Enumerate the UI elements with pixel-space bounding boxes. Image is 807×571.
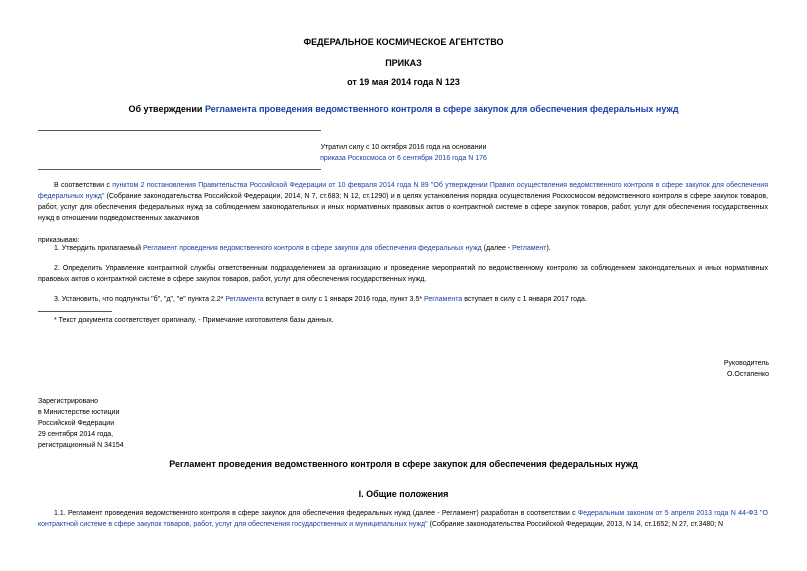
item-link[interactable]: Регламента — [424, 296, 463, 303]
document-title — [0, 104, 807, 114]
preamble-link[interactable]: пунктом 2 постановления Правительства Российской Федерации от 10 февраля 2014 года N 89 "Об утверждении Правил осуществления ведомственного контроля в сфере закупок для обеспечения федеральных нужд" — [38, 182, 769, 200]
registration-line: в Министерстве юстиции — [38, 409, 120, 416]
item-3 — [54, 294, 768, 305]
regulation-paragraph — [38, 508, 768, 530]
status-line: Утратил силу с 10 октября 2016 года на основании — [320, 144, 487, 151]
signature — [500, 358, 769, 380]
registration-line: регистрационный N 34154 — [38, 442, 124, 449]
document-type: ПРИКАЗ — [385, 58, 422, 68]
paragraph-text: (Собрание законодательства Российской Федерации, 2013, N 14, ст.1652; N 27, ст.3480; N — [427, 521, 724, 528]
item-link[interactable]: Регламент — [512, 245, 547, 252]
title-link[interactable]: Регламента проведения ведомственного контроля в сфере закупок для обеспечения федеральных нужд — [204, 104, 679, 114]
item-link[interactable]: Регламента — [225, 296, 264, 303]
order-word: приказываю: — [38, 237, 80, 244]
item-text: (далее - — [481, 245, 513, 252]
preamble-text: (Собрание законодательства Российской Федерации, 2014, N 7, ст.683; N 12, ст.1290) и в целях установления порядка осуществления Роскосмосом ведомственного контроля в сфере закупок товаров, работ, услуг для обеспечения федеральных нужд за соблюдением законодательных и иных нормативных правовых актов о контрактной системе в сфере закупок товаров, работ, услуг для обеспечения государственных нужд в отношении подведомственных заказчиков — [38, 193, 768, 222]
registration-line: Зарегистрировано — [38, 398, 98, 405]
preamble-text: В соответствии с — [54, 182, 113, 189]
divider — [38, 130, 321, 131]
item-2: 2. Определить Управление контрактной службы ответственным подразделением за организацию и проведение мероприятий по ведомственному контролю за соблюдением законодательных и иных нормативных правовых актов о контрактной системе в сфере закупок товаров, работ, услуг для обеспечения государственных нужд. — [38, 265, 768, 283]
registration-line: 29 сентября 2014 года, — [38, 431, 114, 438]
registration-line: Российской Федерации — [38, 420, 115, 427]
item-1 — [54, 243, 768, 254]
regulation-title: Регламент проведения ведомственного контроля в сфере закупок для обеспечения федеральных нужд — [169, 459, 638, 469]
law-link[interactable]: Федеральным законом от 5 апреля 2013 года N 44-ФЗ "О контрактной системе в сфере закупок товаров, работ, услуг для обеспечения государственных и муниципальных нужд" — [38, 510, 768, 528]
item-text: 3. Установить, что подпункты "б", "д", "е" пункта 2.2* — [54, 296, 226, 303]
status-link[interactable]: приказа Роскосмоса от 6 сентября 2016 года N 176 — [320, 155, 487, 162]
item-text: вступает в силу с 1 января 2017 года. — [462, 296, 587, 303]
title-prefix: Об утверждении — [128, 104, 205, 114]
item-text: ). — [546, 245, 551, 252]
divider — [38, 169, 321, 170]
footnote-divider — [38, 311, 112, 312]
footnote: * Текст документа соответствует оригиналу. - Примечание изготовителя базы данных. — [54, 317, 334, 324]
item-text: вступает в силу с 1 января 2016 года, пункт 3.5* — [263, 296, 425, 303]
section-heading: I. Общие положения — [358, 489, 449, 499]
preamble-paragraph — [38, 180, 768, 224]
signer-role: Руководитель — [723, 360, 769, 367]
document-date: от 19 мая 2014 года N 123 — [347, 77, 460, 87]
registration-block — [38, 396, 124, 451]
agency-name: ФЕДЕРАЛЬНОЕ КОСМИЧЕСКОЕ АГЕНТСТВО — [303, 37, 504, 47]
status-note — [0, 142, 807, 164]
paragraph-text: 1.1. Регламент проведения ведомственного контроля в сфере закупок для обеспечения федеральных нужд (далее - Регламент) разработан в соответствии с — [54, 510, 578, 517]
item-link[interactable]: Регламент проведения ведомственного контроля в сфере закупок для обеспечения федеральных нужд — [142, 245, 482, 252]
signer-name: О.Остапенко — [727, 371, 769, 378]
item-text: 1. Утвердить прилагаемый — [54, 245, 143, 252]
